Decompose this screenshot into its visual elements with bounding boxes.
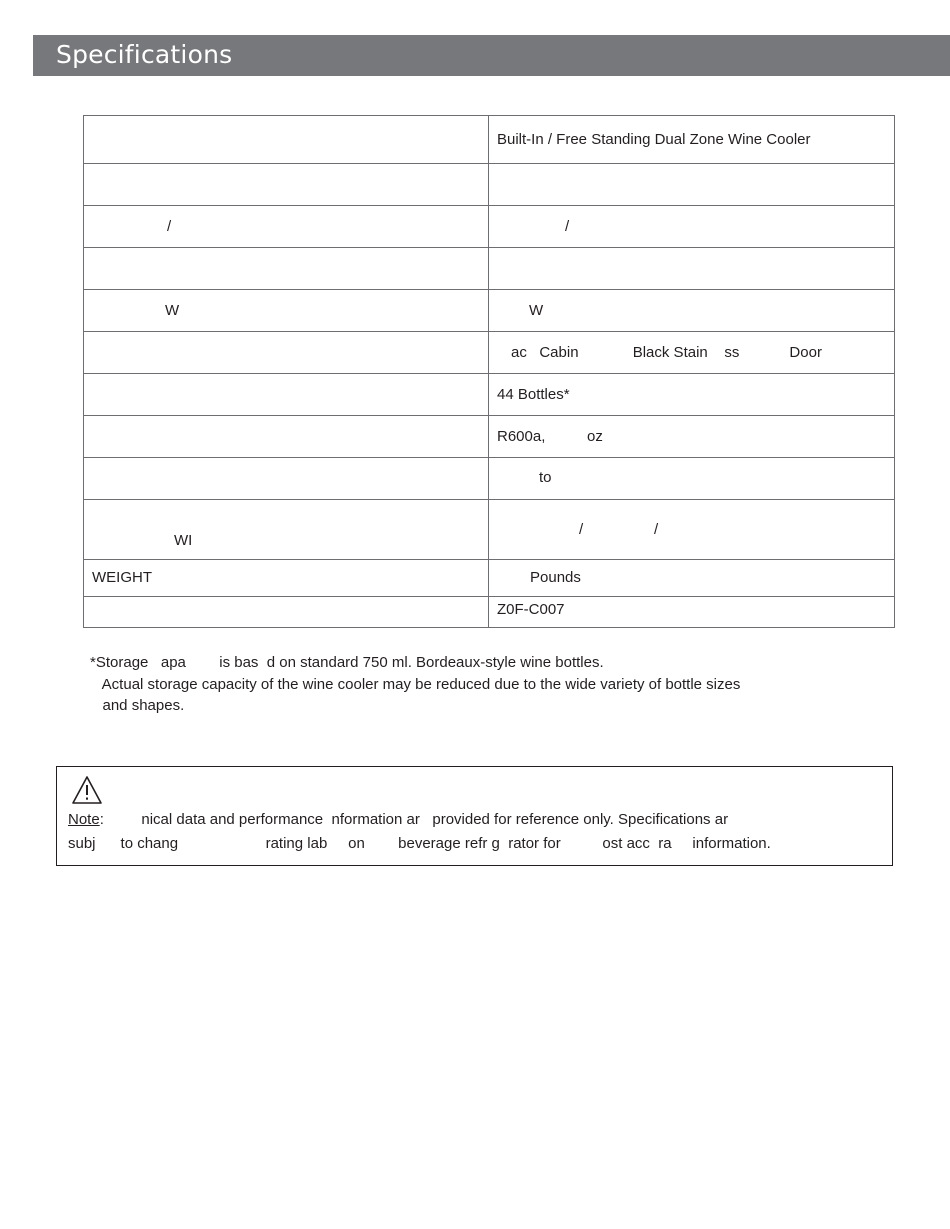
spec-label-cell [84, 116, 489, 164]
table-row [84, 248, 895, 290]
spec-value-cell: / / [489, 500, 895, 560]
table-row [84, 164, 895, 206]
table-row [84, 374, 895, 416]
spec-value-cell: / [489, 206, 895, 248]
table-row [84, 290, 895, 332]
footnote-line: *Storage apa is bas d on standard 750 ml. Bordeaux-style wine bottles. [90, 654, 604, 671]
table-row [84, 500, 895, 560]
table-row [84, 597, 895, 628]
footnote-line: Actual storage capacity of the wine cooler may be reduced due to the wide variety of bottle sizes [90, 675, 741, 693]
footnote-line: and shapes. [90, 697, 185, 714]
spec-label-cell [84, 248, 489, 290]
spec-label-cell: WEIGHT [84, 560, 489, 597]
note-line: subj to chang rating lab on beverage refr g rator for ost acc ra information. [68, 835, 771, 852]
spec-value-cell: Pounds [489, 560, 895, 597]
spec-value-cell: to [489, 458, 895, 500]
table-row [84, 458, 895, 500]
spec-label-cell: WI [84, 500, 489, 560]
table-row [84, 206, 895, 248]
spec-label-cell [84, 374, 489, 416]
spec-label-cell [84, 164, 489, 206]
spec-label-cell: / [84, 206, 489, 248]
section-header [33, 35, 950, 76]
table-row [84, 332, 895, 374]
table-row [84, 560, 895, 597]
warning-triangle-icon [71, 775, 103, 805]
spec-value-cell: Z0F-C007 [489, 597, 895, 628]
spec-value-cell [489, 248, 895, 290]
table-row [84, 416, 895, 458]
spec-value-cell: ac Cabin Black Stain ss Door [489, 332, 895, 374]
spec-label-cell: W [84, 290, 489, 332]
spec-value-cell: W [489, 290, 895, 332]
note-label: Note [68, 811, 100, 828]
spec-label-cell [84, 416, 489, 458]
spec-label-cell [84, 458, 489, 500]
spec-value-cell [489, 164, 895, 206]
spec-label-cell [84, 332, 489, 374]
spec-value-cell: R600a, oz [489, 416, 895, 458]
spec-label-cell [84, 597, 489, 628]
storage-footnote [90, 652, 740, 717]
note-line: Note: nical data and performance nformation ar provided for reference only. Specifications ar [68, 811, 729, 828]
note-box [56, 766, 893, 866]
spec-value-cell: 44 Bottles* [489, 374, 895, 416]
page-title: Specifications [56, 40, 233, 69]
spec-value-cell: Built-In / Free Standing Dual Zone Wine Cooler [489, 116, 895, 164]
specifications-table [83, 115, 895, 628]
table-row [84, 116, 895, 164]
